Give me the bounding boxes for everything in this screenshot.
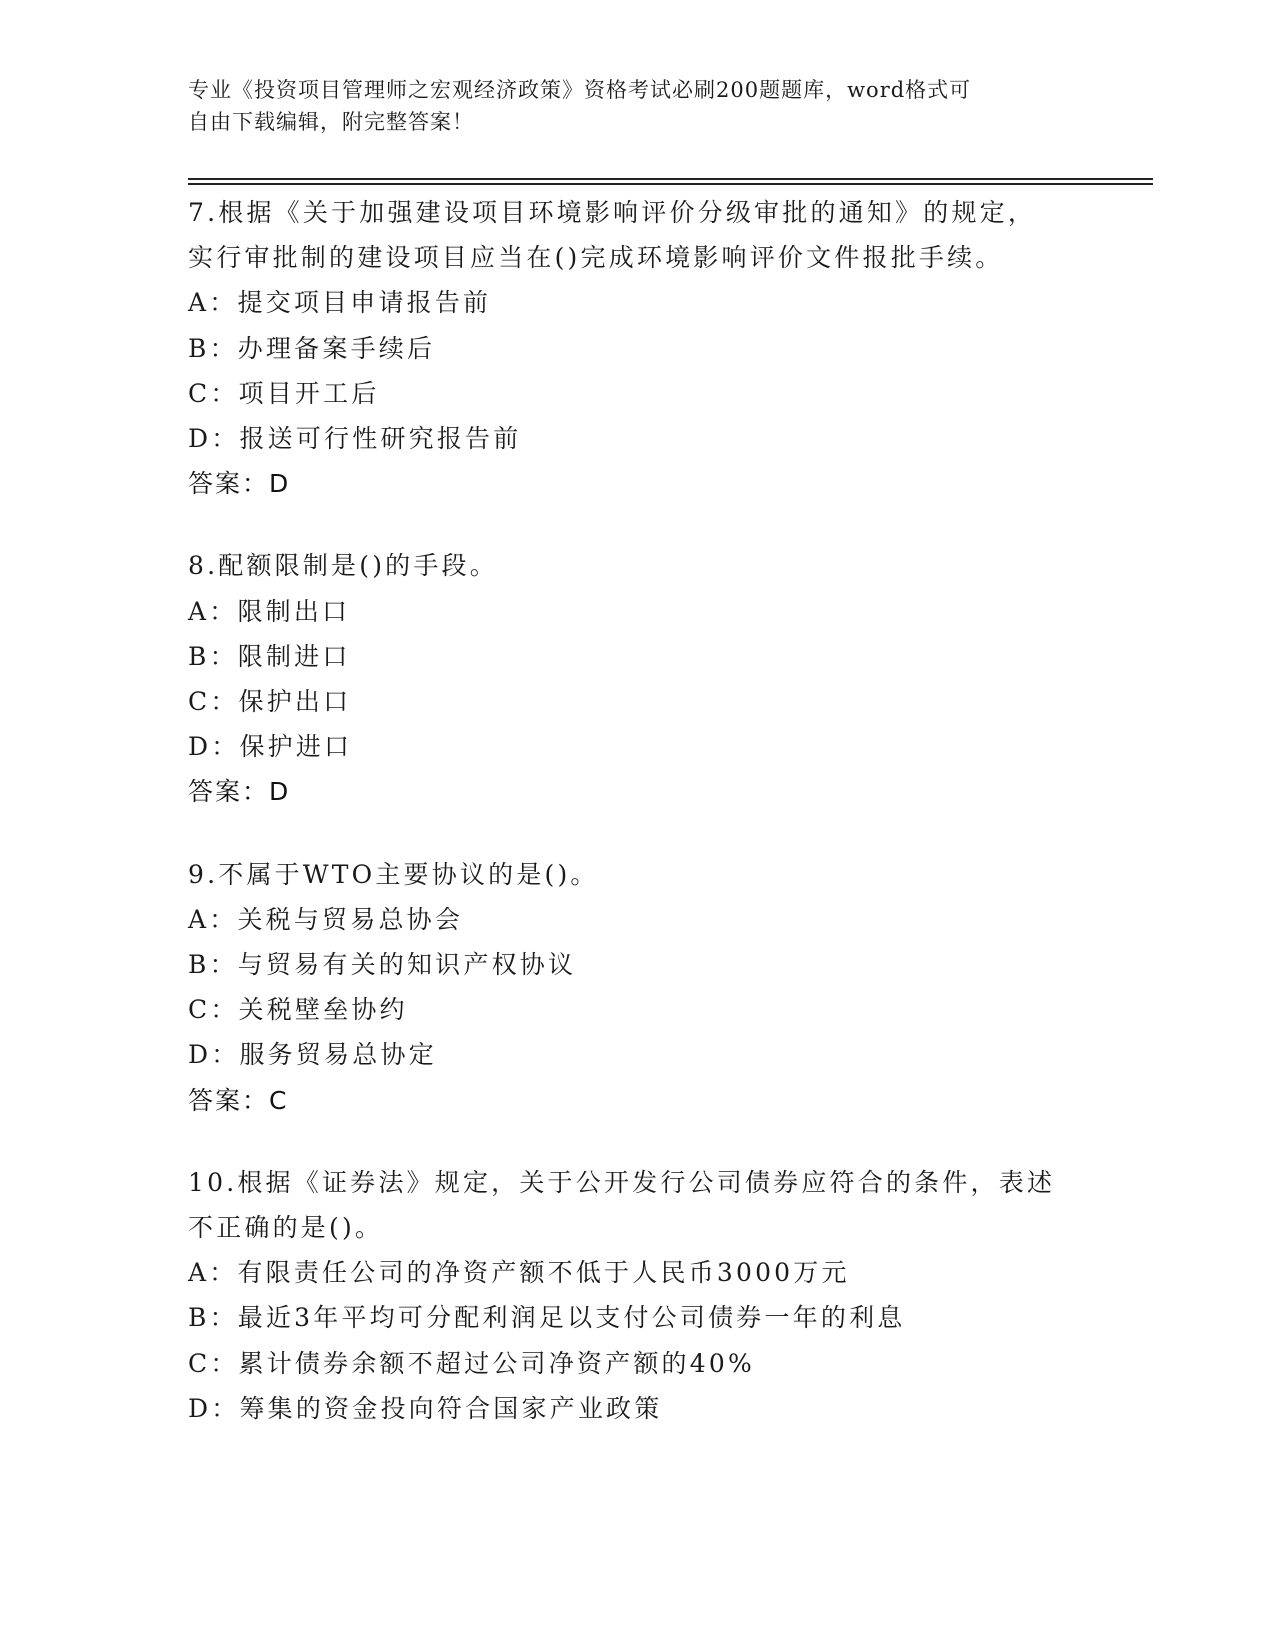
option-c: C：保护出口 [188,687,352,717]
option-a: A：有限责任公司的净资产额不低于人民币3000万元 [188,1258,850,1288]
header-divider-bottom [188,183,1153,185]
option-b: B：限制进口 [188,641,351,671]
question-stem-line: 9.不属于WTO主要协议的是()。 [188,859,599,889]
option-c: C：累计债券余额不超过公司净资产额的40% [188,1348,755,1378]
question-7 [188,190,1128,506]
option-d: D：筹集的资金投向符合国家产业政策 [188,1393,663,1423]
question-stem-line: 不正确的是()。 [188,1213,384,1243]
header-line-2: 自由下载编辑，附完整答案！ [188,110,474,134]
option-a: A：提交项目申请报告前 [188,288,492,318]
document-header [188,74,1088,138]
option-a: A：限制出口 [188,596,351,626]
question-stem-line: 7.根据《关于加强建设项目环境影响评价分级审批的通知》的规定， [188,198,1037,227]
option-d: D：保护进口 [188,732,353,762]
option-d: D：报送可行性研究报告前 [188,424,522,454]
option-b: B：办理备案手续后 [188,333,436,363]
header-divider-top [188,178,1153,180]
option-c: C：项目开工后 [188,378,380,408]
header-line-1: 专业《投资项目管理师之宏观经济政策》资格考试必刷200题题库，word格式可 [188,78,972,102]
option-c: C：关税壁垒协约 [188,995,408,1025]
question-stem-line: 8.配额限制是()的手段。 [188,551,498,581]
question-9 [188,852,1128,1123]
option-b: B：与贸易有关的知识产权协议 [188,950,577,980]
option-d: D：服务贸易总协定 [188,1040,437,1070]
question-8 [188,543,1128,814]
question-stem-line: 10.根据《证券法》规定，关于公开发行公司债券应符合的条件，表述 [188,1167,1056,1197]
option-a: A：关税与贸易总协会 [188,904,464,934]
question-list [188,190,1128,1468]
answer-label: 答案：D [188,469,291,499]
option-b: B：最近3年平均可分配利润足以支付公司债券一年的利息 [188,1303,906,1333]
answer-label: 答案：C [188,1085,289,1115]
answer-label: 答案：D [188,777,291,807]
question-10 [188,1160,1128,1431]
question-stem-line: 实行审批制的建设项目应当在()完成环境影响评价文件报批手续。 [188,243,1004,273]
